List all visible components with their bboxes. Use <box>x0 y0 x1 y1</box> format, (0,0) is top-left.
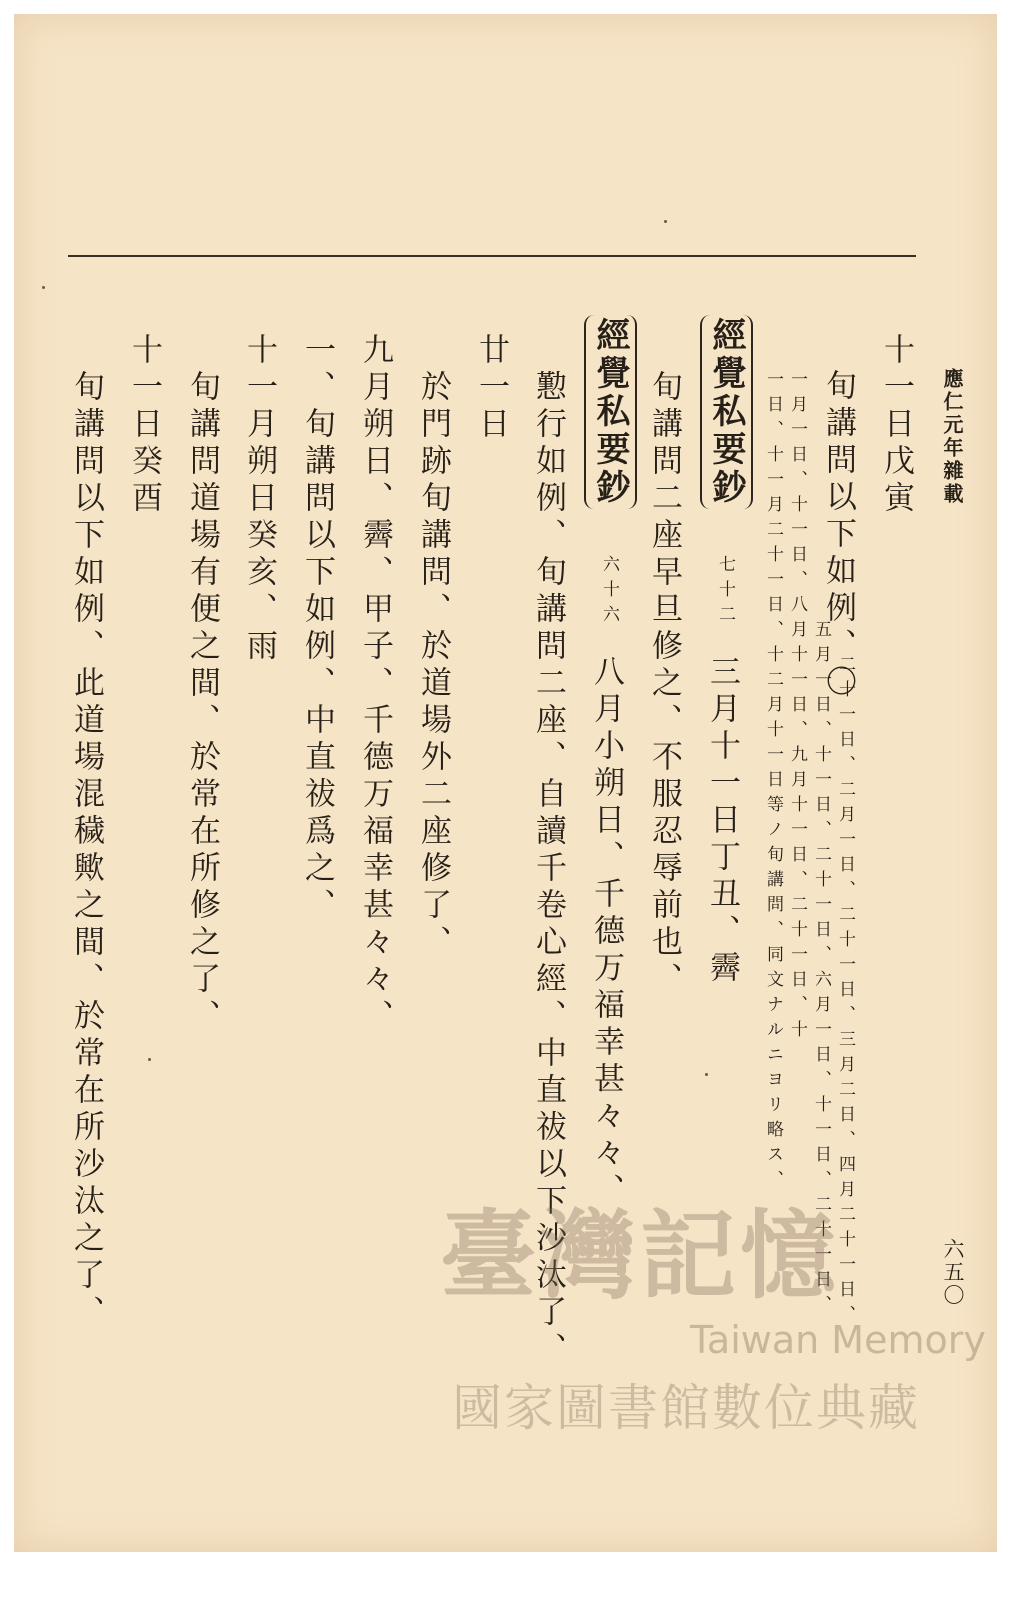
text-column-5-note: 一月一日、十一日、八月十一日、九月十一日、二十一日、十 <box>787 370 807 1045</box>
source-citation-2: 經覺私要鈔 <box>584 315 637 509</box>
text-column-7: 三月十一日丁丑、霽 <box>704 655 740 988</box>
source-volume-2: 六十六 <box>599 555 619 630</box>
text-column-9: 八月小朔日、千德万福幸甚々々、 <box>588 655 624 1210</box>
text-column-17: 十一日癸酉 <box>126 333 162 518</box>
watermark-english: Taiwan Memory <box>690 1318 986 1362</box>
paper-speck <box>148 1058 151 1061</box>
text-column-13: 九月朔日、霽、甲子、千德万福幸甚々々、 <box>357 333 393 1036</box>
watermark-library-name: 國家圖書館數位典藏 <box>452 1379 920 1437</box>
header-rule <box>68 255 916 257</box>
text-column-15: 十一月朔日癸亥、雨 <box>241 333 277 666</box>
paper-speck <box>664 220 667 223</box>
text-column-11: 廿一日 <box>473 333 509 444</box>
text-column-18: 旬講問以下如例、此道場混穢歟之間、於常在所沙汰之了、 <box>68 370 104 1332</box>
text-column-4-note: 五月一日、十一日、二十一日、六月一日、十一日、二十一日、 <box>811 620 831 1320</box>
running-head: 應仁元年雜載 <box>940 368 964 506</box>
source-volume-1: 七十二 <box>715 555 735 630</box>
paper-speck <box>705 1073 708 1076</box>
text-column-14: 一、旬講問以下如例、中直祓爲之、 <box>299 333 335 925</box>
source-citation-1: 經覺私要鈔 <box>700 315 753 509</box>
text-column-1: 十一日戊寅 <box>878 333 914 518</box>
text-column-6-note: 一日、十一月二十一日、十二月十一日等ノ旬講問、同文ナルニヨリ略ス、 <box>763 370 783 1195</box>
text-column-8: 旬講問二座早旦修之、不服忍辱前也、 <box>646 370 682 999</box>
paper-speck <box>42 286 45 289</box>
page-number: 六五〇 <box>941 1238 965 1307</box>
text-column-10: 懃行如例、旬講問二座、自讀千卷心經、中直祓以下沙汰了、 <box>530 370 566 1369</box>
text-column-16: 旬講問道場有便之間、於常在所修之了、 <box>184 370 220 1036</box>
text-column-2: 旬講問以下如例、〇 <box>820 369 856 702</box>
text-column-3-note: 二十一日、二月一日、二十一日、三月二日、四月二十一日、 <box>835 655 855 1330</box>
watermark-logo: 臺灣記憶 <box>440 1199 840 1312</box>
text-column-12: 於門跡旬講問、於道場外二座修了、 <box>415 370 451 962</box>
